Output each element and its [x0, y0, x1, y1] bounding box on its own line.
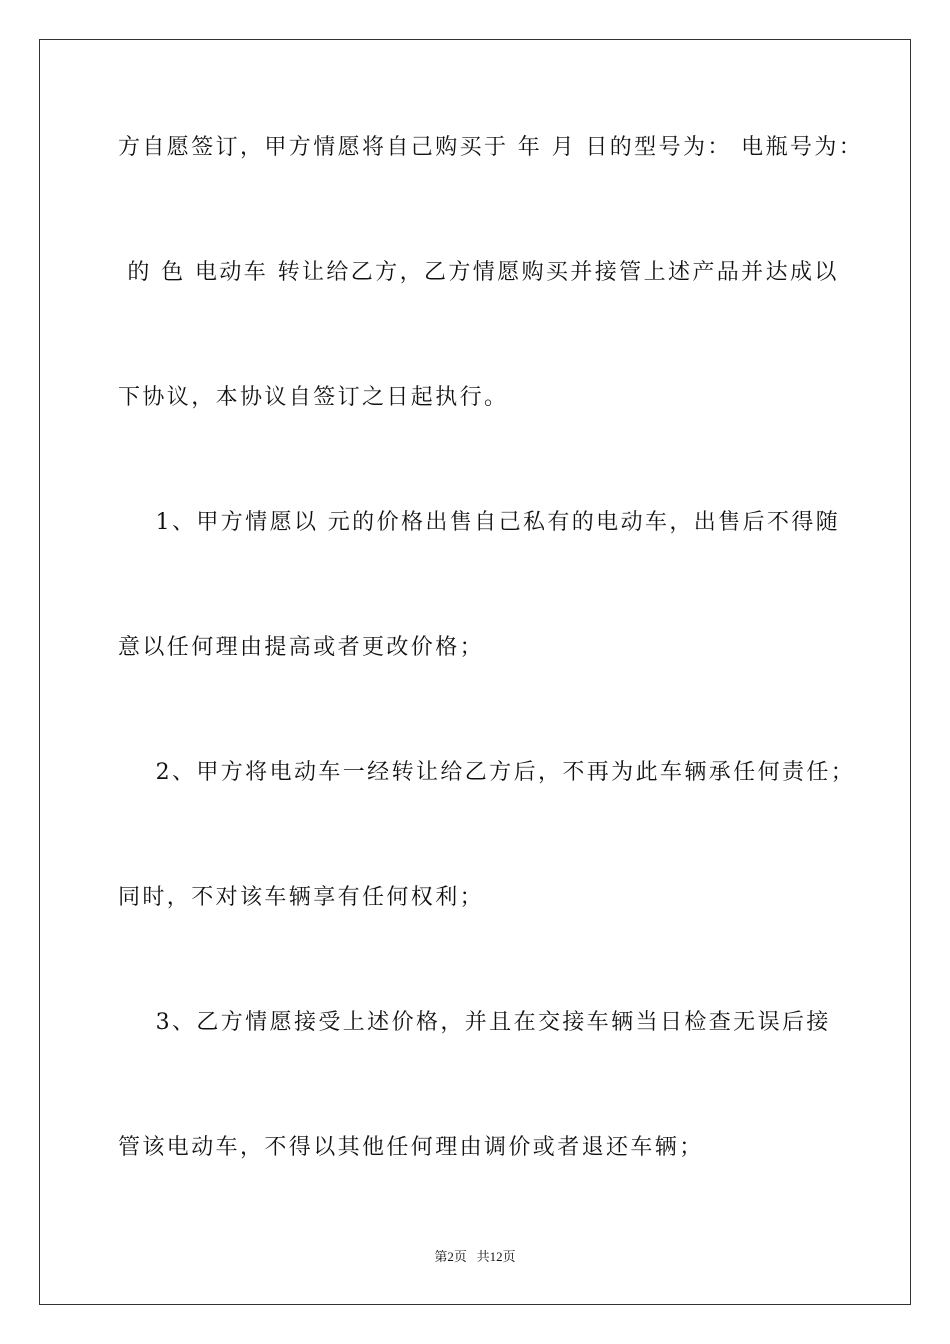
text-line-8: 3、乙方情愿接受上述价格，并且在交接车辆当日检查无误后接 — [118, 1010, 831, 1035]
text-line-3: 下协议，本协议自签订之日起执行。 — [118, 385, 509, 410]
text-line-5: 意以任何理由提高或者更改价格； — [118, 635, 485, 660]
text-line-7: 同时，不对该车辆享有任何权利； — [118, 885, 485, 910]
text-line-2: 的 色 电动车 转让给乙方，乙方情愿购买并接管上述产品并达成以 — [118, 260, 839, 285]
page-border — [39, 39, 911, 1305]
page-footer: 第2页 共12页 — [434, 1249, 516, 1264]
text-line-4: 1、甲方情愿以 元的价格出售自己私有的电动车，出售后不得随 — [118, 510, 841, 535]
text-line-6: 2、甲方将电动车一经转让给乙方后，不再为此车辆承任何责任； — [118, 760, 856, 785]
text-line-9: 管该电动车，不得以其他任何理由调价或者退还车辆； — [118, 1135, 704, 1160]
text-line-1: 方自愿签订，甲方情愿将自己购买于 年 月 日的型号为： 电瓶号为： — [118, 135, 864, 160]
